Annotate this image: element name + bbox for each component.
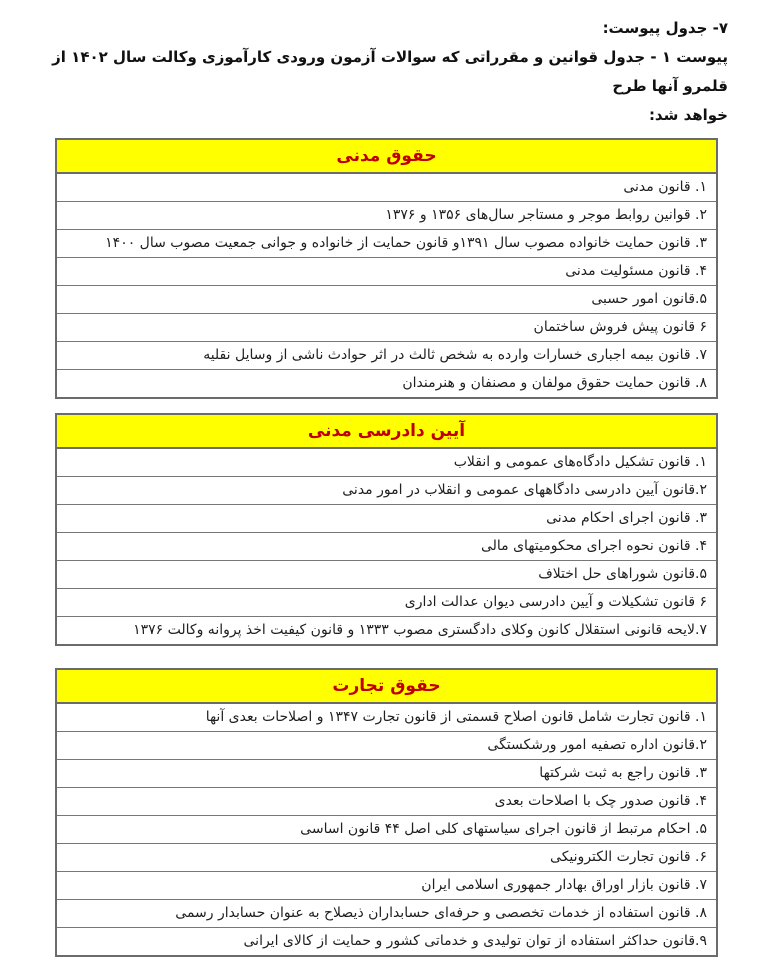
table-gap [0,646,768,668]
table-row: ۶ قانون تشکیلات و آیین دادرسی دیوان عدالت اداری [57,588,716,616]
table-row: ۳. قانون راجع به ثبت شرکتها [57,759,716,787]
appendix-description-line2: خواهد شد: [648,106,728,124]
table-header-commercial-law: حقوق تجارت [57,670,716,702]
table-row: ۴. قانون مسئولیت مدنی [57,257,716,285]
table-gap [0,399,768,413]
table-row: ۲.قانون آیین دادرسی دادگاههای عمومی و انقلاب در امور مدنی [57,476,716,504]
table-row: ۹.قانون حداکثر استفاده از توان تولیدی و خدماتی کشور و حمایت از کالای ایرانی [57,927,716,955]
table-row: ۲.قانون اداره تصفیه امور ورشکستگی [57,731,716,759]
table-row: ۶ قانون پیش فروش ساختمان [57,313,716,341]
table-civil-law [55,138,718,399]
table-row: ۷. قانون بازار اوراق بهادار جمهوری اسلامی ایران [57,871,716,899]
table-row: ۳. قانون حمایت خانواده مصوب سال ۱۳۹۱و قانون حمایت از خانواده و جوانی جمعیت مصوب سال ۱۴۰۰ [57,229,716,257]
table-row: ۱. قانون تشکیل دادگاه‌های عمومی و انقلاب [57,447,716,476]
table-row: ۲. قوانین روابط موجر و مستاجر سال‌های ۱۳۵۶ و ۱۳۷۶ [57,201,716,229]
table-row: ۵.قانون شوراهای حل اختلاف [57,560,716,588]
document-title-block [0,0,768,138]
table-row: ۸. قانون استفاده از خدمات تخصصی و حرفه‌ای حسابداران ذیصلاح به عنوان حسابدار رسمی [57,899,716,927]
table-row: ۱. قانون تجارت شامل قانون اصلاح قسمتی از قانون تجارت ۱۳۴۷ و اصلاحات بعدی آنها [57,702,716,731]
table-row: ۵. احکام مرتبط از قانون اجرای سیاستهای کلی اصل ۴۴ قانون اساسی [57,815,716,843]
table-header-civil-procedure: آیین دادرسی مدنی [57,415,716,447]
table-row: ۶. قانون تجارت الکترونیکی [57,843,716,871]
table-row: ۳. قانون اجرای احکام مدنی [57,504,716,532]
table-row: ۱. قانون مدنی [57,172,716,201]
table-civil-procedure [55,413,718,646]
table-row: ۴. قانون صدور چک با اصلاحات بعدی [57,787,716,815]
table-row: ۷. قانون بیمه اجباری خسارات وارده به شخص ثالث در اثر حوادث ناشی از وسایل نقلیه [57,341,716,369]
table-row: ۸. قانون حمایت حقوق مولفان و مصنفان و هنرمندان [57,369,716,397]
table-header-civil-law: حقوق مدنی [57,140,716,172]
appendix-description-line1: پیوست ۱ - جدول قوانین و مقرراتی که سوالات آزمون ورودی کارآموزی وکالت سال ۱۴۰۲ از قلمرو آنها طرح [52,48,728,95]
table-row: ۴. قانون نحوه اجرای محکومیتهای مالی [57,532,716,560]
table-commercial-law [55,668,718,957]
table-row: ۵.قانون امور حسبی [57,285,716,313]
table-row: ۷.لایحه قانونی استقلال کانون وکلای دادگستری مصوب ۱۳۳۳ و قانون کیفیت اخذ پروانه وکالت ۱۳۷۶ [57,616,716,644]
appendix-heading: ۷- جدول پیوست: [602,19,728,37]
